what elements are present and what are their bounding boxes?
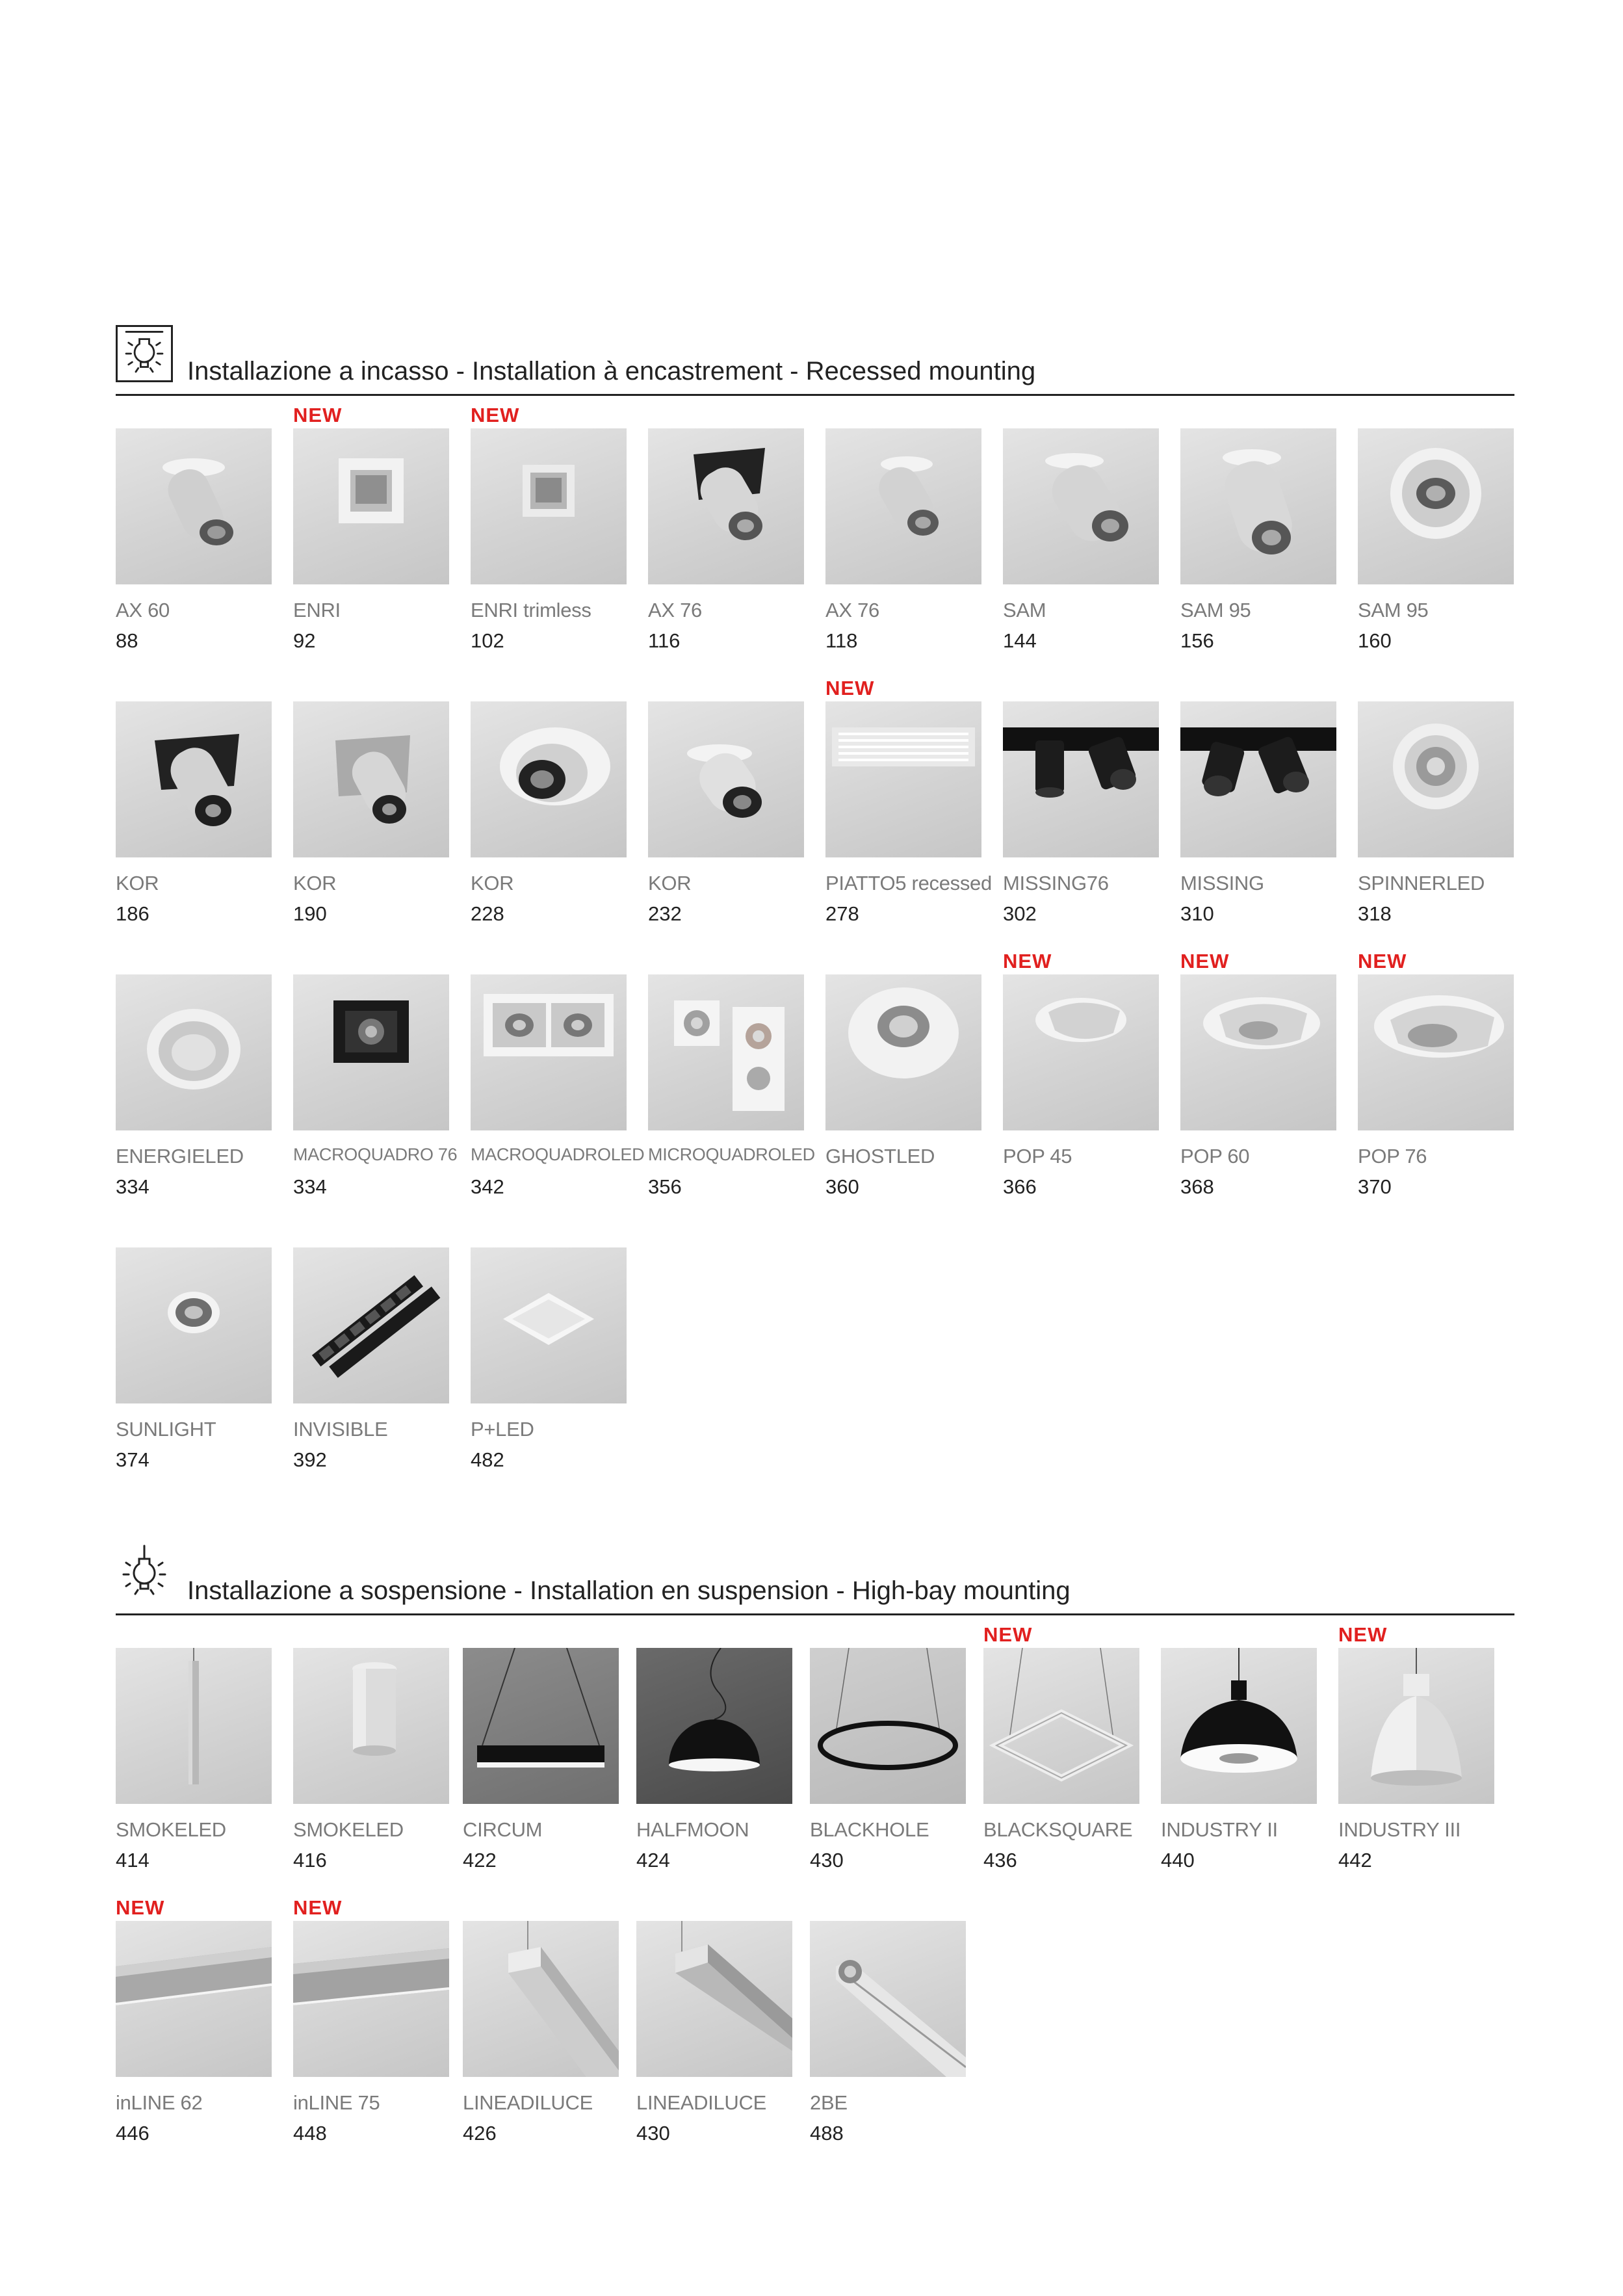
product-name: INDUSTRY II bbox=[1161, 1818, 1278, 1841]
page-number: 482 bbox=[471, 1448, 504, 1471]
page-number: 436 bbox=[983, 1849, 1017, 1872]
page-number: 160 bbox=[1358, 629, 1392, 652]
product-photo bbox=[293, 974, 449, 1130]
product-photo bbox=[810, 1921, 966, 2077]
product-name: SMOKELED bbox=[116, 1818, 226, 1841]
product-name: SPINNERLED bbox=[1358, 872, 1485, 894]
product-card[interactable] bbox=[648, 404, 804, 664]
product-card[interactable] bbox=[293, 404, 449, 664]
product-card[interactable] bbox=[471, 404, 627, 664]
product-name: SMOKELED bbox=[293, 1818, 404, 1841]
page-number: 430 bbox=[810, 1849, 844, 1872]
new-badge: NEW bbox=[1180, 950, 1230, 972]
section-title: Installazione a sospensione - Installation en suspension - High-bay mounting bbox=[187, 1576, 1071, 1605]
new-badge: NEW bbox=[1003, 950, 1052, 972]
pendant-lamp-icon bbox=[116, 1545, 173, 1602]
product-card[interactable] bbox=[116, 1223, 272, 1483]
new-badge: NEW bbox=[983, 1623, 1033, 1646]
product-card[interactable] bbox=[1358, 677, 1514, 937]
suspension-product-grid bbox=[116, 1615, 1514, 2174]
product-photo bbox=[471, 701, 627, 857]
product-card[interactable] bbox=[293, 677, 449, 937]
page-number: 442 bbox=[1338, 1849, 1372, 1872]
recessed-product-grid bbox=[116, 396, 1514, 1501]
product-name: INVISIBLE bbox=[293, 1418, 388, 1441]
product-card[interactable] bbox=[825, 677, 992, 937]
product-photo bbox=[293, 1648, 449, 1804]
product-card[interactable] bbox=[983, 1623, 1139, 1883]
product-name: BLACKHOLE bbox=[810, 1818, 929, 1841]
recessed-lamp-icon bbox=[116, 325, 173, 382]
product-card[interactable] bbox=[636, 1896, 792, 2156]
new-badge: NEW bbox=[1358, 950, 1407, 972]
product-name: LINEADILUCE bbox=[463, 2091, 593, 2114]
product-name: ENRI trimless bbox=[471, 599, 591, 621]
product-card[interactable] bbox=[1180, 950, 1336, 1210]
product-photo bbox=[648, 974, 804, 1130]
product-card[interactable] bbox=[1161, 1623, 1317, 1883]
product-name: SUNLIGHT bbox=[116, 1418, 216, 1441]
product-name: PIATTO5 recessed bbox=[825, 872, 992, 894]
product-photo bbox=[1358, 701, 1514, 857]
product-card[interactable] bbox=[463, 1896, 619, 2156]
new-badge: NEW bbox=[116, 1896, 165, 1919]
product-name: ENRI bbox=[293, 599, 341, 621]
page-number: 334 bbox=[293, 1175, 327, 1198]
page-number: 342 bbox=[471, 1175, 504, 1198]
product-name: AX 76 bbox=[825, 599, 879, 621]
product-name: GHOSTLED bbox=[825, 1145, 935, 1168]
product-photo bbox=[116, 428, 272, 584]
product-name: CIRCUM bbox=[463, 1818, 543, 1841]
section-title: Installazione a incasso - Installation à encastrement - Recessed mounting bbox=[187, 357, 1036, 385]
product-card[interactable] bbox=[116, 1623, 272, 1883]
product-name: MACROQUADROLED bbox=[471, 1145, 645, 1164]
product-name: MISSING76 bbox=[1003, 872, 1109, 894]
page-number: 278 bbox=[825, 902, 859, 925]
page-number: 426 bbox=[463, 2122, 497, 2145]
page-number: 360 bbox=[825, 1175, 859, 1198]
product-photo bbox=[116, 701, 272, 857]
product-card[interactable] bbox=[1358, 950, 1514, 1210]
product-name: POP 76 bbox=[1358, 1145, 1427, 1168]
product-photo bbox=[636, 1921, 792, 2077]
page-number: 156 bbox=[1180, 629, 1214, 652]
page-number: 144 bbox=[1003, 629, 1037, 652]
product-photo bbox=[1180, 974, 1336, 1130]
product-card[interactable] bbox=[293, 950, 458, 1210]
product-card[interactable] bbox=[810, 1896, 966, 2156]
product-card[interactable] bbox=[116, 404, 272, 664]
page-number: 440 bbox=[1161, 1849, 1195, 1872]
product-name: SAM 95 bbox=[1358, 599, 1429, 621]
page-number: 228 bbox=[471, 902, 504, 925]
page-number: 488 bbox=[810, 2122, 844, 2145]
product-card[interactable] bbox=[116, 677, 272, 937]
page-number: 366 bbox=[1003, 1175, 1037, 1198]
new-badge: NEW bbox=[1338, 1623, 1388, 1646]
product-name: SAM 95 bbox=[1180, 599, 1251, 621]
product-photo bbox=[810, 1648, 966, 1804]
product-photo bbox=[1003, 701, 1159, 857]
product-card[interactable] bbox=[463, 1623, 619, 1883]
product-card[interactable] bbox=[293, 1223, 449, 1483]
page-number: 186 bbox=[116, 902, 149, 925]
page-number: 414 bbox=[116, 1849, 149, 1872]
product-photo bbox=[1358, 428, 1514, 584]
page-number: 116 bbox=[648, 629, 681, 652]
product-photo bbox=[1003, 974, 1159, 1130]
page-number: 356 bbox=[648, 1175, 682, 1198]
product-photo bbox=[825, 428, 981, 584]
product-name: INDUSTRY III bbox=[1338, 1818, 1461, 1841]
recessed-section-header bbox=[116, 322, 1514, 396]
product-card[interactable] bbox=[1003, 677, 1159, 937]
product-photo bbox=[293, 428, 449, 584]
page-number: 374 bbox=[116, 1448, 149, 1471]
page-number: 370 bbox=[1358, 1175, 1392, 1198]
product-card[interactable] bbox=[293, 1896, 449, 2156]
product-photo bbox=[116, 1921, 272, 2077]
product-photo bbox=[636, 1648, 792, 1804]
page-number: 392 bbox=[293, 1448, 327, 1471]
product-photo bbox=[116, 1247, 272, 1403]
product-name: POP 60 bbox=[1180, 1145, 1250, 1168]
product-name: MICROQUADROLED bbox=[648, 1145, 815, 1164]
product-photo bbox=[116, 974, 272, 1130]
product-photo bbox=[293, 1921, 449, 2077]
page-number: 368 bbox=[1180, 1175, 1214, 1198]
product-name: KOR bbox=[648, 872, 692, 894]
product-photo bbox=[825, 974, 981, 1130]
product-card[interactable] bbox=[1180, 404, 1336, 664]
product-photo bbox=[471, 974, 627, 1130]
product-card[interactable] bbox=[471, 1223, 627, 1483]
product-card[interactable] bbox=[1003, 950, 1159, 1210]
product-photo bbox=[825, 701, 981, 857]
product-photo bbox=[463, 1921, 619, 2077]
product-name: HALFMOON bbox=[636, 1818, 749, 1841]
page-number: 430 bbox=[636, 2122, 670, 2145]
page-number: 190 bbox=[293, 902, 327, 925]
product-name: ENERGIELED bbox=[116, 1145, 244, 1168]
product-name: KOR bbox=[116, 872, 159, 894]
page-number: 310 bbox=[1180, 902, 1214, 925]
product-name: inLINE 62 bbox=[116, 2091, 203, 2114]
product-card[interactable] bbox=[636, 1623, 792, 1883]
product-photo bbox=[116, 1648, 272, 1804]
product-name: BLACKSQUARE bbox=[983, 1818, 1133, 1841]
product-name: LINEADILUCE bbox=[636, 2091, 766, 2114]
page-number: 302 bbox=[1003, 902, 1037, 925]
product-name: AX 60 bbox=[116, 599, 170, 621]
product-photo bbox=[648, 701, 804, 857]
product-name: inLINE 75 bbox=[293, 2091, 380, 2114]
product-card[interactable] bbox=[471, 950, 645, 1210]
product-card[interactable] bbox=[116, 1896, 272, 2156]
product-photo bbox=[463, 1648, 619, 1804]
new-badge: NEW bbox=[825, 677, 875, 699]
page-number: 448 bbox=[293, 2122, 327, 2145]
product-photo bbox=[1180, 428, 1336, 584]
product-card[interactable] bbox=[116, 950, 272, 1210]
product-photo bbox=[1358, 974, 1514, 1130]
product-card[interactable] bbox=[648, 677, 804, 937]
product-photo bbox=[1180, 701, 1336, 857]
new-badge: NEW bbox=[293, 404, 343, 426]
page-number: 318 bbox=[1358, 902, 1392, 925]
new-badge: NEW bbox=[471, 404, 520, 426]
page-number: 416 bbox=[293, 1849, 327, 1872]
product-card[interactable] bbox=[1180, 677, 1336, 937]
page-number: 334 bbox=[116, 1175, 149, 1198]
product-card[interactable] bbox=[293, 1623, 449, 1883]
product-photo bbox=[471, 1247, 627, 1403]
suspension-section-header bbox=[116, 1542, 1514, 1615]
product-name: KOR bbox=[471, 872, 514, 894]
product-name: MACROQUADRO 76 bbox=[293, 1145, 458, 1164]
product-card[interactable] bbox=[810, 1623, 966, 1883]
page-number: 92 bbox=[293, 629, 316, 652]
product-card[interactable] bbox=[1338, 1623, 1494, 1883]
product-card[interactable] bbox=[825, 404, 981, 664]
product-photo bbox=[293, 701, 449, 857]
recessed-section bbox=[116, 322, 1514, 1501]
product-card[interactable] bbox=[825, 950, 981, 1210]
product-card[interactable] bbox=[1003, 404, 1159, 664]
page-number: 422 bbox=[463, 1849, 497, 1872]
page-number: 88 bbox=[116, 629, 138, 652]
product-photo bbox=[1003, 428, 1159, 584]
product-card[interactable] bbox=[471, 677, 627, 937]
page-number: 232 bbox=[648, 902, 682, 925]
suspension-section bbox=[116, 1542, 1514, 2174]
page-number: 102 bbox=[471, 629, 504, 652]
product-name: POP 45 bbox=[1003, 1145, 1072, 1168]
product-photo bbox=[648, 428, 804, 584]
product-photo bbox=[293, 1247, 449, 1403]
product-name: MISSING bbox=[1180, 872, 1264, 894]
product-card[interactable] bbox=[1358, 404, 1514, 664]
page-number: 446 bbox=[116, 2122, 149, 2145]
product-photo bbox=[471, 428, 627, 584]
product-name: P+LED bbox=[471, 1418, 534, 1441]
product-name: 2BE bbox=[810, 2091, 848, 2114]
product-photo bbox=[1161, 1648, 1317, 1804]
product-photo bbox=[983, 1648, 1139, 1804]
product-name: AX 76 bbox=[648, 599, 702, 621]
product-photo bbox=[1338, 1648, 1494, 1804]
new-badge: NEW bbox=[293, 1896, 343, 1919]
page-number: 118 bbox=[825, 629, 858, 652]
product-card[interactable] bbox=[648, 950, 815, 1210]
product-name: KOR bbox=[293, 872, 337, 894]
page-number: 424 bbox=[636, 1849, 670, 1872]
product-name: SAM bbox=[1003, 599, 1046, 621]
